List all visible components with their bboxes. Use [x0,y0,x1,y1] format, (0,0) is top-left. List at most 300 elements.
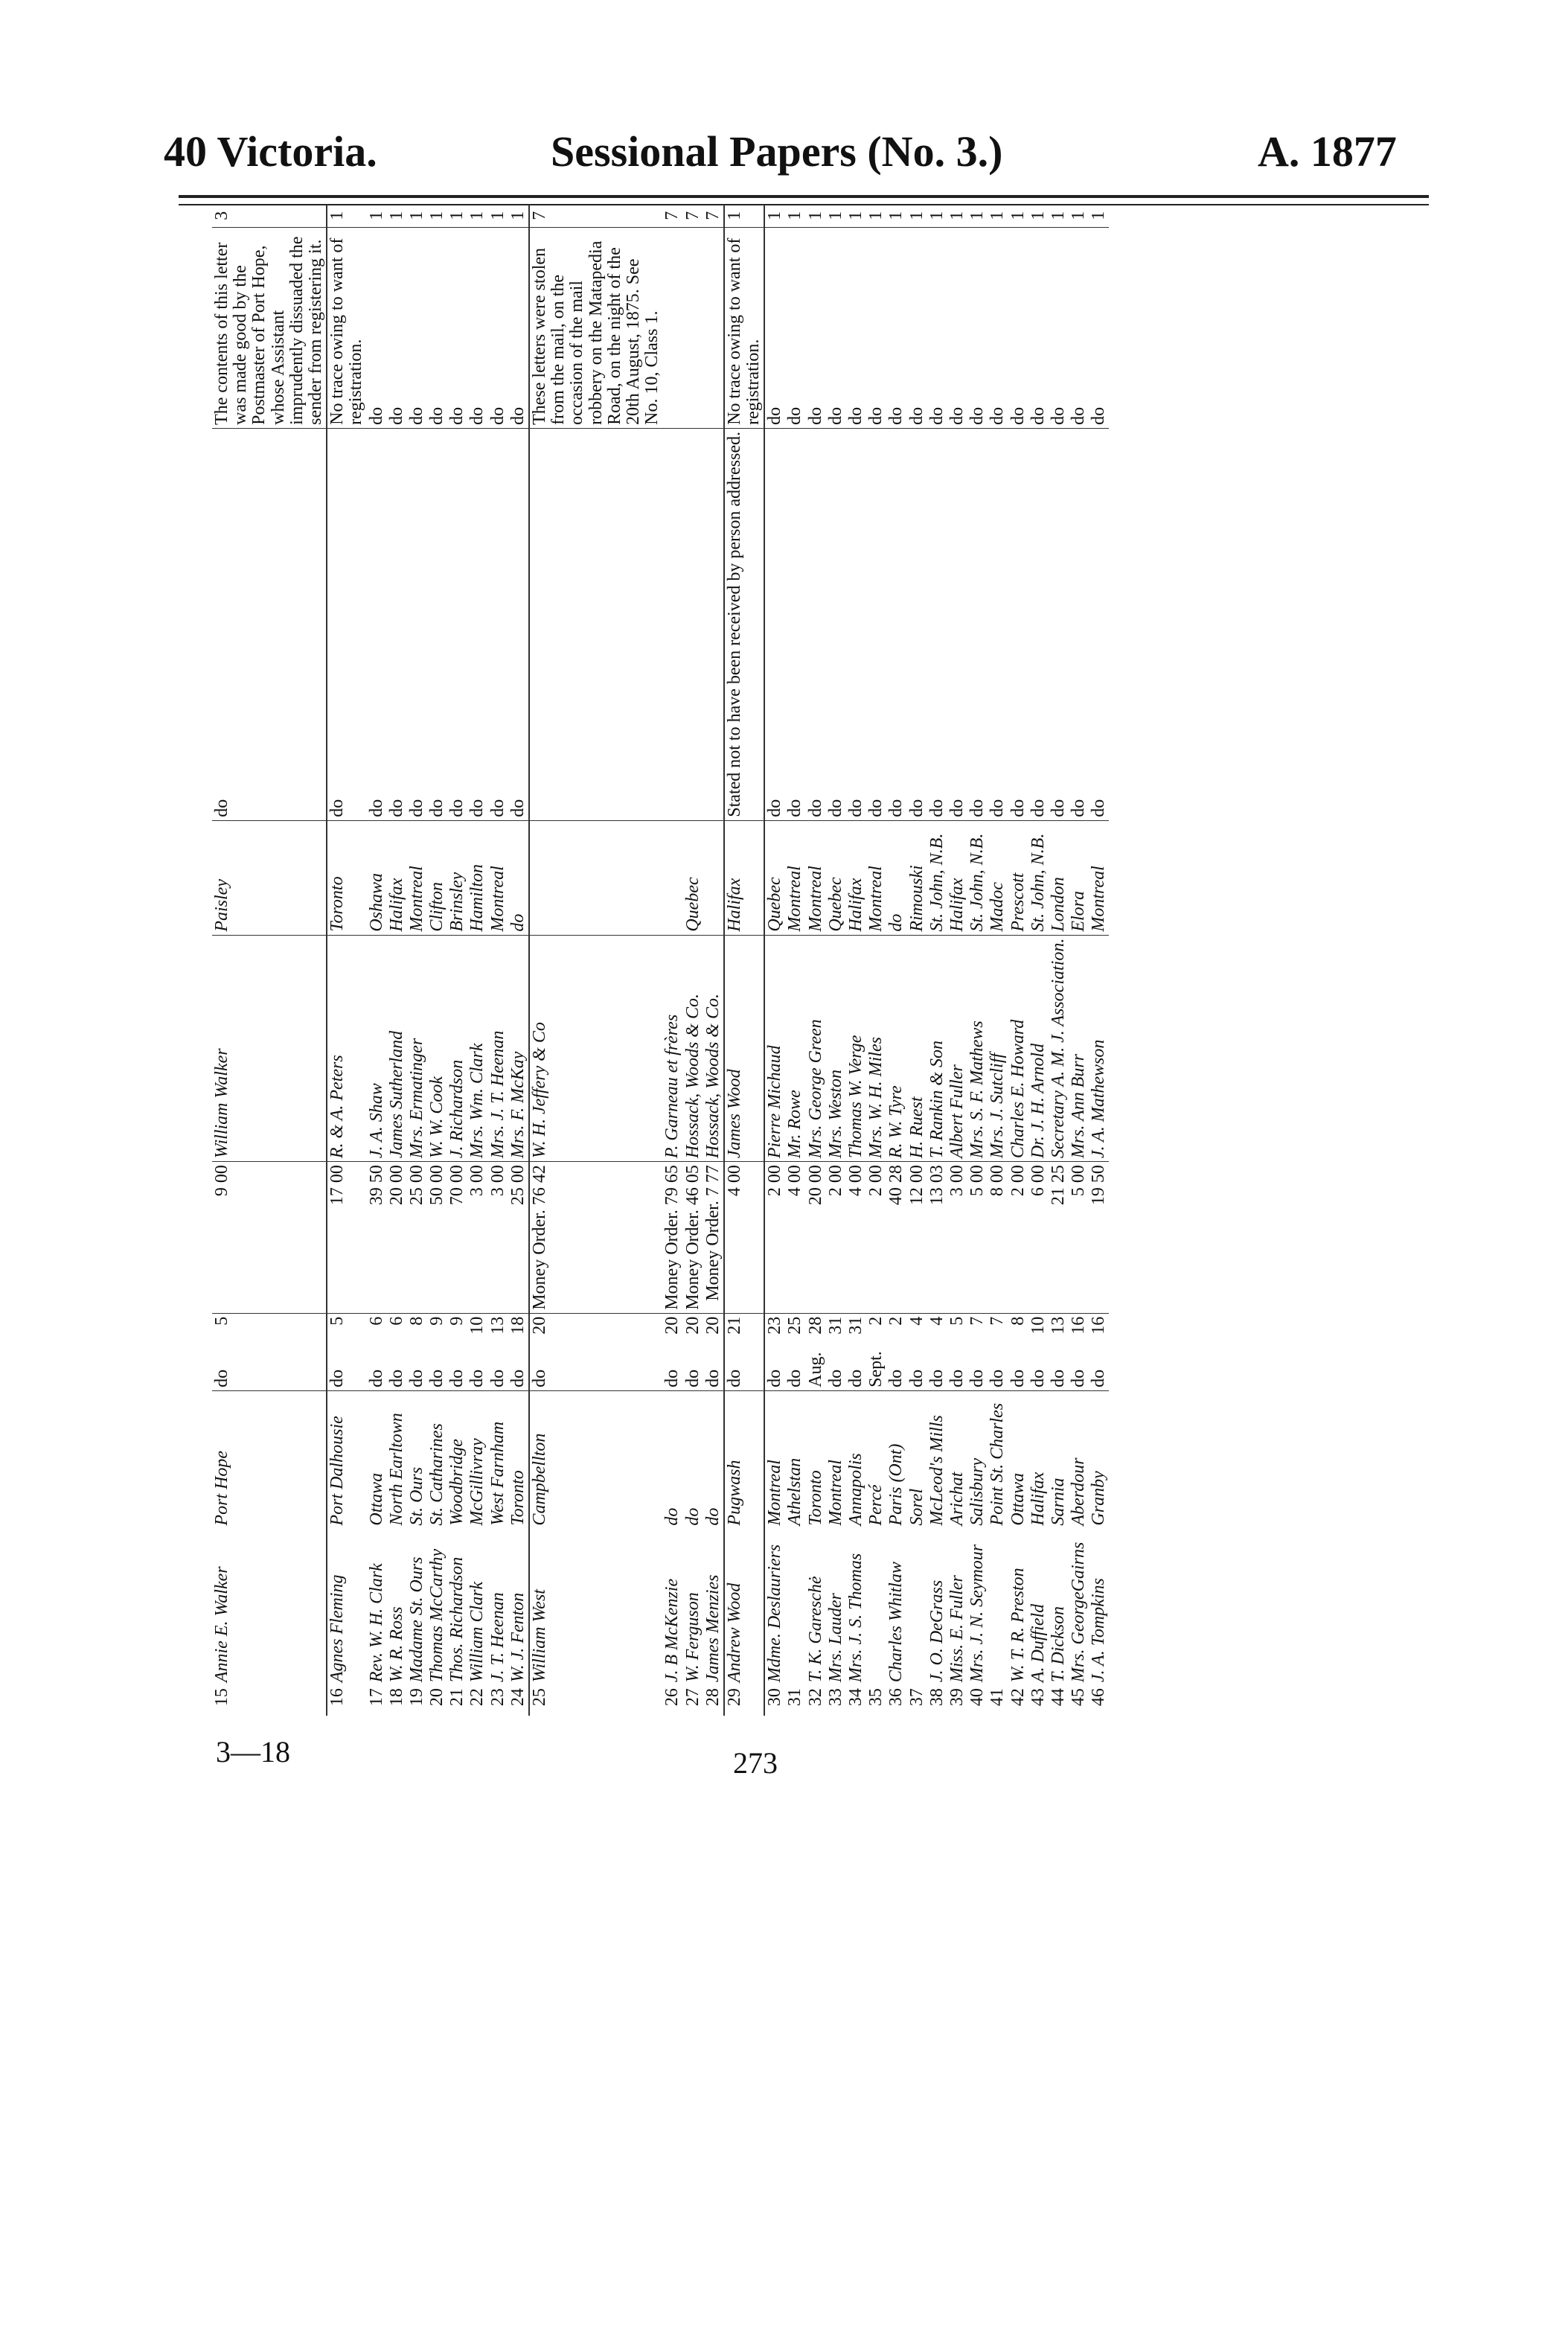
table-row [886,205,906,1716]
cell-amount: 2 00 [866,1162,886,1314]
cell-amount: 39 50 [367,1162,387,1314]
cell-month: do [1069,1343,1089,1390]
cell-destination [703,820,724,935]
cell-posted-at: Arichat [947,1472,967,1526]
cell-day: 4 [927,1316,947,1326]
footer-signature: 3—18 [216,1735,290,1769]
cell-status: do [947,428,967,820]
cell-status: do [886,428,906,820]
cell-row-number: 21 [447,1688,467,1707]
cell-day: 16 [1089,1316,1109,1335]
cell-status: do [846,428,866,820]
cell-day: 20 [682,1316,703,1335]
cell-day: 16 [1069,1316,1089,1335]
cell-destination: Hamilton [467,820,487,935]
cell-status: do [427,428,447,820]
cell-posted-at: Montreal [825,1460,845,1526]
table-row [764,205,785,1716]
cell-addressee: Mrs. Wm. Clark [467,935,487,1162]
cell-addressee: Hossack, Woods & Co. [703,935,724,1162]
cell-row-number: 41 [988,1688,1008,1707]
cell-sender-name: Andrew Wood [724,1529,764,1686]
cell-month: do [212,1343,327,1390]
cell-remarks [703,227,724,428]
cell-sender-name: Mrs. GeorgeGairns [1069,1542,1089,1683]
cell-day: 4 [906,1316,927,1326]
cell-row-number: 24 [508,1688,528,1707]
cell-amount: 3 00 [467,1162,487,1314]
cell-sender-name: Thomas McCarthy [427,1548,447,1683]
cell-posted-at: Halifax [1028,1472,1048,1526]
cell-remarks: These letters were stolen from the mail, on the occasion of the mail robbery on the Matapedia Road, on the night of the 20th August, 1875. See No. 10, Class 1. [529,227,662,428]
cell-month: do [367,1343,387,1390]
cell-posted-at: Ottawa [1008,1472,1028,1526]
cell-posted-at: St. Catharines [427,1423,447,1526]
cell-destination: Montreal [866,820,886,935]
table-row [529,205,662,1716]
cell-sender-name: J. O. DeGrass [927,1579,947,1683]
cell-posted-at: West Farnham [487,1421,508,1526]
cell-class: 1 [724,205,764,227]
cell-month: do [886,1343,906,1390]
cell-remarks: do [467,227,487,428]
cell-class: 7 [662,205,682,227]
cell-amount: 5 00 [1069,1162,1089,1314]
cell-sender-name: Miss. E. Fuller [947,1575,967,1683]
table-row [1089,205,1109,1716]
cell-remarks: do [947,227,967,428]
cell-day: 25 [785,1316,805,1335]
cell-posted-at: Campbellton [529,1390,662,1528]
table-row [1049,205,1069,1716]
cell-sender-name: T. K. Gareschė [805,1576,825,1683]
cell-destination: Brinsley [447,820,467,935]
cell-remarks: do [488,227,508,428]
cell-row-number: 20 [427,1688,447,1707]
cell-sender-name: Charles Whitlaw [886,1562,906,1683]
cell-addressee: James Wood [724,935,764,1162]
cell-addressee: Dr. J. H. Arnold [1028,935,1049,1162]
table-row [703,205,724,1716]
cell-remarks: do [806,227,826,428]
cell-addressee: Mrs. Ann Burr [1069,935,1089,1162]
cell-row-number: 40 [967,1688,988,1707]
cell-remarks: do [967,227,988,428]
cell-month: do [988,1343,1008,1390]
cell-amount: 12 00 [907,1162,927,1314]
table-row [447,205,467,1716]
cell-month: do [1008,1343,1028,1390]
cell-amount: 25 00 [508,1162,529,1314]
cell-status [683,428,703,820]
cell-day: 20 [529,1313,662,1343]
cell-day: 2 [886,1316,906,1326]
cell-class: 1 [927,205,947,227]
cell-row-number: 37 [906,1688,927,1707]
cell-row-number: 46 [1089,1688,1109,1707]
table-row [407,205,427,1716]
cell-month: do [467,1343,487,1390]
cell-amount: 4 00 [724,1162,764,1314]
cell-class: 1 [1008,205,1028,227]
cell-posted-at: Athelstan [785,1457,805,1526]
cell-row-number: 33 [825,1688,845,1707]
table-row [724,205,764,1716]
cell-class: 7 [529,205,662,227]
cell-day: 6 [366,1316,386,1326]
cell-sender-name: J. B McKenzie [662,1578,682,1683]
cell-posted-at: Toronto [508,1470,528,1526]
cell-amount: 70 00 [447,1162,467,1314]
cell-remarks: do [1069,227,1089,428]
cell-sender-name: William Clark [467,1581,487,1683]
cell-status: Stated not to have been received by person addressed. [724,428,764,820]
cell-addressee: Mrs. W. H. Miles [866,935,886,1162]
cell-destination: Clifton [427,820,447,935]
cell-sender-name: A. Duffield [1028,1603,1048,1683]
cell-amount: 2 00 [826,1162,846,1314]
cell-status: do [1008,428,1028,820]
cell-posted-at: St. Ours [406,1466,426,1526]
cell-remarks: No trace owing to want of registration. [327,227,366,428]
cell-status: do [447,428,467,820]
cell-remarks: do [1028,227,1049,428]
cell-addressee: James Sutherland [387,935,407,1162]
cell-row-number: 43 [1028,1688,1048,1707]
cell-class: 1 [367,205,387,227]
cell-addressee: J. A. Shaw [367,935,387,1162]
table-row [785,205,805,1716]
cell-class: 1 [826,205,846,227]
cell-month: do [427,1343,447,1390]
cell-month: do [703,1343,724,1390]
cell-remarks: do [1008,227,1028,428]
cell-destination: Montreal [407,820,427,935]
table-row [662,205,682,1716]
cell-amount: 2 00 [764,1162,785,1314]
cell-destination: Toronto [327,820,366,935]
cell-amount: 4 00 [846,1162,866,1314]
cell-class: 1 [806,205,826,227]
cell-sender-name: W. T. R. Preston [1008,1568,1028,1683]
cell-day: 31 [846,1316,865,1335]
cell-class: 1 [1028,205,1049,227]
cell-row-number: 22 [467,1688,487,1707]
cell-row-number: 36 [886,1688,906,1707]
cell-remarks: do [907,227,927,428]
cell-day: 31 [825,1316,845,1335]
cell-sender-name: Mrs. J. N. Seymour [967,1544,988,1683]
cell-day: 21 [724,1313,764,1343]
cell-destination: Montreal [806,820,826,935]
cell-month: do [1028,1343,1049,1390]
cell-month: do [764,1343,785,1390]
cell-month: Sept. [866,1343,886,1390]
cell-destination: do [886,820,906,935]
cell-remarks: do [886,227,906,428]
cell-destination: Oshawa [367,820,387,935]
table-row [427,205,447,1716]
cell-amount: 3 00 [947,1162,967,1314]
cell-class: 1 [907,205,927,227]
cell-posted-at: Toronto [805,1470,825,1526]
cell-day: 28 [805,1316,825,1335]
cell-addressee: Mrs. S. F. Mathews [967,935,988,1162]
cell-posted-at: do [682,1507,703,1526]
cell-amount: 4 00 [785,1162,805,1314]
cell-row-number: 44 [1048,1688,1068,1707]
cell-destination: Halifax [724,820,764,935]
cell-remarks: do [866,227,886,428]
cell-sender-name: William West [529,1529,662,1686]
table-row [683,205,703,1716]
cell-class: 1 [866,205,886,227]
cell-destination: London [1049,820,1069,935]
cell-month: do [529,1343,662,1390]
cell-status: do [407,428,427,820]
cell-sender-name: Annie E. Walker [212,1566,231,1683]
cell-month: do [1089,1343,1109,1390]
cell-posted-at: Percé [866,1484,886,1526]
cell-destination: Halifax [387,820,407,935]
cell-sender-name [988,1529,1008,1686]
cell-amount: 9 00 [212,1162,327,1314]
cell-month: Aug. [806,1343,826,1390]
cell-row-number: 19 [406,1688,426,1707]
cell-status: do [967,428,988,820]
cell-status: do [1028,428,1049,820]
cell-day: 2 [866,1316,886,1326]
cell-class: 1 [508,205,529,227]
cell-amount: Money Order. 46 05 [683,1162,703,1314]
table-row [866,205,886,1716]
cell-class: 1 [886,205,906,227]
cell-row-number: 25 [529,1685,662,1716]
cell-amount: 19 50 [1089,1162,1109,1314]
cell-row-number: 23 [487,1688,508,1707]
cell-remarks: do [826,227,846,428]
cell-amount: 3 00 [488,1162,508,1314]
cell-class: 1 [1069,205,1089,227]
cell-sender-name [907,1529,927,1686]
cell-class: 1 [447,205,467,227]
rotated-ledger-table [212,205,1425,1716]
cell-posted-at: North Earltown [386,1413,406,1526]
cell-remarks: do [764,227,785,428]
cell-addressee: W. H. Jeffery & Co [529,935,662,1162]
cell-row-number: 32 [805,1688,825,1707]
cell-status: do [1089,428,1109,820]
cell-row-number: 18 [386,1688,406,1707]
cell-status: do [367,428,387,820]
cell-amount: Money Order. 76 42 [529,1162,662,1314]
cell-row-number: 42 [1008,1688,1028,1707]
table-row [1008,205,1028,1716]
cell-status: do [327,428,366,820]
cell-month: do [724,1343,764,1390]
cell-month: do [785,1343,805,1390]
table-row [806,205,826,1716]
cell-sender-name: Mrs. Lauder [825,1593,845,1683]
cell-destination: Montreal [488,820,508,935]
ledger-table [212,205,1109,1716]
cell-amount: 6 00 [1028,1162,1049,1314]
cell-day: 9 [447,1316,467,1326]
cell-day: 23 [764,1313,785,1343]
running-header [164,112,1429,179]
table-row [826,205,846,1716]
cell-addressee: J. Richardson [447,935,467,1162]
cell-addressee: Albert Fuller [947,935,967,1162]
cell-month: do [683,1343,703,1390]
cell-class: 3 [212,205,327,227]
cell-amount: 8 00 [988,1162,1008,1314]
cell-remarks: do [427,227,447,428]
cell-addressee: Mrs. George Green [806,935,826,1162]
cell-class: 1 [846,205,866,227]
table-row [1069,205,1089,1716]
cell-day: 9 [427,1316,447,1326]
table-row [967,205,988,1716]
cell-day: 6 [386,1316,406,1326]
cell-class: 7 [703,205,724,227]
cell-addressee: P. Garneau et frères [662,935,682,1162]
cell-day: 13 [1048,1316,1068,1335]
cell-status: do [212,428,327,820]
cell-month: do [508,1343,529,1390]
cell-row-number: 39 [947,1688,967,1707]
cell-row-number: 31 [785,1688,805,1707]
cell-addressee: H. Ruest [907,935,927,1162]
cell-addressee: R. & A. Peters [327,935,366,1162]
cell-posted-at: Port Hope [212,1450,231,1526]
cell-day: 5 [212,1316,231,1326]
cell-row-number: 27 [682,1688,703,1707]
cell-posted-at: Woodbridge [447,1439,467,1526]
cell-remarks: do [447,227,467,428]
cell-day: 5 [327,1313,366,1343]
cell-posted-at: Pugwash [724,1390,764,1528]
cell-addressee: Mrs. J. Sutcliff [988,935,1008,1162]
cell-destination: do [508,820,529,935]
cell-day: 5 [947,1316,967,1326]
cell-status [662,428,682,820]
cell-destination: St. John, N.B. [927,820,947,935]
cell-day: 7 [967,1316,988,1326]
cell-amount: Money Order. 79 65 [662,1162,682,1314]
cell-status: do [988,428,1008,820]
cell-posted-at: McLeod's Mills [927,1415,947,1526]
cell-posted-at: do [703,1507,723,1526]
cell-destination: Quebec [683,820,703,935]
cell-status: do [467,428,487,820]
header-volume: 40 Victoria. [164,127,377,176]
cell-destination: Prescott [1008,820,1028,935]
cell-month: do [967,1343,988,1390]
cell-remarks: The contents of this letter was made good by the Postmaster of Port Hope, whose Assistant imprudently dissuaded the sender from registering it. [212,227,327,428]
cell-month: do [1049,1343,1069,1390]
cell-addressee: T. Rankin & Son [927,935,947,1162]
cell-sender-name: J. T. Heenan [487,1592,508,1683]
cell-amount: 25 00 [407,1162,427,1314]
table-row [1028,205,1049,1716]
cell-status: do [785,428,805,820]
cell-posted-at: Sorel [906,1488,927,1526]
cell-row-number: 15 [212,1688,231,1707]
cell-status [703,428,724,820]
cell-addressee: Secretary A. M. J. Association. [1049,935,1069,1162]
cell-destination: Halifax [846,820,866,935]
table-row [212,205,327,1716]
table-row [846,205,866,1716]
cell-remarks: do [988,227,1008,428]
table-row [927,205,947,1716]
cell-row-number: 28 [703,1688,723,1707]
cell-month: do [407,1343,427,1390]
cell-class: 7 [683,205,703,227]
cell-posted-at: Sarnia [1048,1478,1068,1526]
cell-day: 13 [487,1316,508,1335]
cell-month: do [826,1343,846,1390]
cell-sender-name: W. R. Ross [386,1606,406,1683]
table-row [367,205,387,1716]
cell-row-number: 38 [927,1688,947,1707]
cell-sender-name: Mdme. Deslauriers [764,1529,785,1686]
cell-row-number: 17 [366,1688,386,1707]
cell-posted-at: McGillivray [467,1438,487,1526]
table-row [947,205,967,1716]
cell-day: 8 [406,1316,426,1326]
cell-addressee: Mr. Rowe [785,935,805,1162]
cell-day: 7 [988,1316,1008,1326]
cell-remarks: do [508,227,529,428]
cell-class: 1 [764,205,785,227]
cell-status: do [488,428,508,820]
cell-amount: Money Order. 7 77 [703,1162,724,1314]
cell-row-number: 30 [764,1685,785,1716]
cell-sender-name: Thos. Richardson [447,1556,467,1683]
cell-sender-name [866,1529,886,1686]
cell-posted-at: Granby [1089,1471,1109,1526]
cell-destination: Madoc [988,820,1008,935]
cell-remarks [683,227,703,428]
cell-amount: 2 00 [1008,1162,1028,1314]
cell-class: 1 [467,205,487,227]
cell-addressee: Charles E. Howard [1008,935,1028,1162]
cell-posted-at: Port Dalhousie [327,1390,366,1528]
cell-destination [662,820,682,935]
cell-posted-at: Annapolis [846,1453,865,1526]
header-year: A. 1877 [1258,127,1397,176]
cell-sender-name: T. Dickson [1048,1606,1068,1683]
cell-month: do [327,1343,366,1390]
cell-class: 1 [1049,205,1069,227]
cell-class: 1 [327,205,366,227]
cell-posted-at: Aberdour [1069,1457,1089,1526]
page-number: 273 [733,1746,778,1780]
cell-row-number: 29 [724,1685,764,1716]
cell-status: do [1049,428,1069,820]
cell-day: 20 [662,1316,682,1335]
cell-remarks [662,227,682,428]
cell-class: 1 [967,205,988,227]
cell-status: do [826,428,846,820]
cell-destination: St. John, N.B. [967,820,988,935]
cell-posted-at: Paris (Ont) [886,1443,906,1526]
cell-destination: Quebec [764,820,785,935]
cell-class: 1 [488,205,508,227]
cell-class: 1 [947,205,967,227]
